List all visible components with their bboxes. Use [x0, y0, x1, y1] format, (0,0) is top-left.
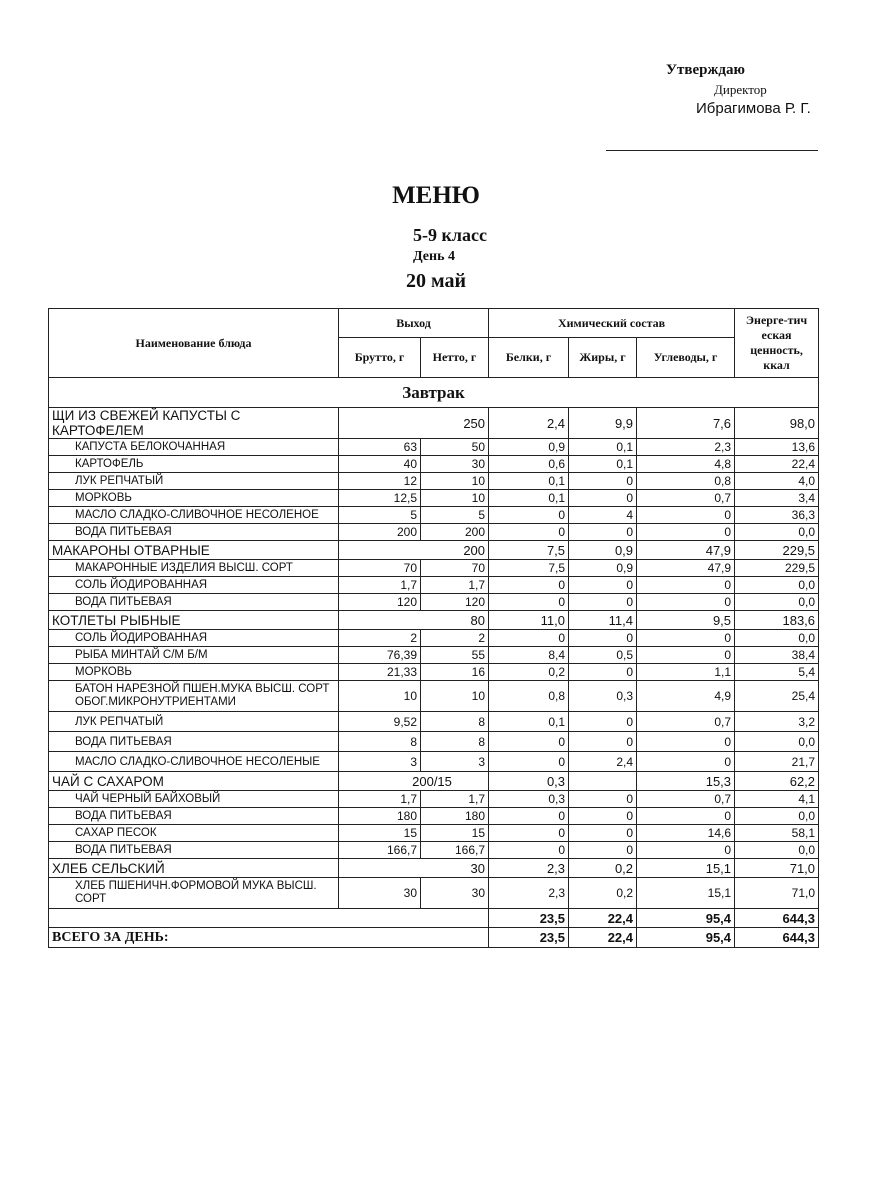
fat-cell: 0 — [569, 825, 637, 842]
protein-cell: 0,3 — [489, 772, 569, 791]
subtotal-label — [49, 909, 489, 928]
energy-cell: 229,5 — [735, 560, 819, 577]
net-cell: 166,7 — [421, 842, 489, 859]
item-name: МАСЛО СЛАДКО-СЛИВОЧНОЕ НЕСОЛЕНЫЕ — [49, 752, 339, 772]
ingredient-row — [49, 439, 819, 456]
ingredient-row — [49, 752, 819, 772]
energy-cell: 4,1 — [735, 791, 819, 808]
energy-cell: 3,4 — [735, 490, 819, 507]
ingredient-row — [49, 647, 819, 664]
page-title: МЕНЮ — [392, 182, 480, 209]
protein-cell: 0,3 — [489, 791, 569, 808]
gross-cell: 9,52 — [339, 712, 421, 732]
total-row — [49, 928, 819, 948]
item-name: ЧАЙ ЧЕРНЫЙ БАЙХОВЫЙ — [49, 791, 339, 808]
fat-cell: 0 — [569, 791, 637, 808]
energy-cell: 98,0 — [735, 408, 819, 439]
protein-cell: 0 — [489, 752, 569, 772]
total-energy: 644,3 — [735, 928, 819, 948]
net-cell: 70 — [421, 560, 489, 577]
item-name: ЛУК РЕПЧАТЫЙ — [49, 712, 339, 732]
energy-cell: 0,0 — [735, 630, 819, 647]
fat-cell: 0 — [569, 577, 637, 594]
energy-cell: 0,0 — [735, 594, 819, 611]
menu-body — [49, 378, 819, 948]
gross-cell: 180 — [339, 808, 421, 825]
gross-cell: 1,7 — [339, 791, 421, 808]
net-cell: 16 — [421, 664, 489, 681]
fat-cell: 0,3 — [569, 681, 637, 712]
protein-cell: 0,2 — [489, 664, 569, 681]
protein-cell: 0,1 — [489, 490, 569, 507]
protein-cell: 0 — [489, 507, 569, 524]
item-name: ЧАЙ С САХАРОМ — [49, 772, 339, 791]
fat-cell: 0 — [569, 490, 637, 507]
total-fat: 22,4 — [569, 928, 637, 948]
gross-cell: 76,39 — [339, 647, 421, 664]
fat-cell: 0,9 — [569, 560, 637, 577]
item-name: ЩИ ИЗ СВЕЖЕЙ КАПУСТЫ С КАРТОФЕЛЕМ — [49, 408, 339, 439]
carbs-cell: 0,7 — [637, 712, 735, 732]
approval-title: Утверждаю — [666, 62, 745, 78]
fat-cell: 4 — [569, 507, 637, 524]
ingredient-row — [49, 456, 819, 473]
fat-cell: 0 — [569, 842, 637, 859]
gross-cell: 15 — [339, 825, 421, 842]
protein-cell: 0,6 — [489, 456, 569, 473]
fat-cell: 0,1 — [569, 439, 637, 456]
protein-cell: 7,5 — [489, 560, 569, 577]
carbs-cell: 9,5 — [637, 611, 735, 630]
energy-cell: 13,6 — [735, 439, 819, 456]
fat-cell: 0 — [569, 712, 637, 732]
gross-cell: 10 — [339, 681, 421, 712]
date-label: 20 май — [405, 270, 466, 292]
net-cell: 10 — [421, 681, 489, 712]
energy-cell: 229,5 — [735, 541, 819, 560]
item-name: МОРКОВЬ — [49, 664, 339, 681]
carbs-cell: 1,1 — [637, 664, 735, 681]
net-cell: 3 — [421, 752, 489, 772]
grade-label: 5-9 класс — [413, 225, 487, 245]
item-name: СОЛЬ ЙОДИРОВАННАЯ — [49, 630, 339, 647]
gross-cell: 166,7 — [339, 842, 421, 859]
carbs-cell: 0,7 — [637, 490, 735, 507]
dish-row — [49, 611, 819, 630]
fat-cell: 0,5 — [569, 647, 637, 664]
net-cell: 10 — [421, 473, 489, 490]
net-cell: 200 — [421, 524, 489, 541]
energy-cell: 71,0 — [735, 878, 819, 909]
gross-cell: 40 — [339, 456, 421, 473]
protein-cell: 0 — [489, 825, 569, 842]
item-name: КОТЛЕТЫ РЫБНЫЕ — [49, 611, 339, 630]
item-name: ВОДА ПИТЬЕВАЯ — [49, 524, 339, 541]
carbs-cell: 15,1 — [637, 878, 735, 909]
fat-cell: 9,9 — [569, 408, 637, 439]
net-cell: 250 — [339, 408, 489, 439]
item-name: ВОДА ПИТЬЕВАЯ — [49, 732, 339, 752]
protein-cell: 0 — [489, 732, 569, 752]
item-name: СОЛЬ ЙОДИРОВАННАЯ — [49, 577, 339, 594]
item-name: МОРКОВЬ — [49, 490, 339, 507]
net-cell: 2 — [421, 630, 489, 647]
item-name: КАРТОФЕЛЬ — [49, 456, 339, 473]
energy-cell: 71,0 — [735, 859, 819, 878]
energy-cell: 4,0 — [735, 473, 819, 490]
protein-cell: 7,5 — [489, 541, 569, 560]
gross-cell: 70 — [339, 560, 421, 577]
ingredient-row — [49, 842, 819, 859]
item-name: ХЛЕБ ПШЕНИЧН.ФОРМОВОЙ МУКА ВЫСШ. СОРТ — [49, 878, 339, 909]
fat-cell: 0 — [569, 473, 637, 490]
carbs-cell: 0 — [637, 524, 735, 541]
ingredient-row — [49, 681, 819, 712]
gross-cell: 8 — [339, 732, 421, 752]
protein-cell: 0 — [489, 524, 569, 541]
net-cell: 55 — [421, 647, 489, 664]
net-cell: 30 — [421, 456, 489, 473]
net-cell: 30 — [421, 878, 489, 909]
ingredient-row — [49, 732, 819, 752]
item-name: ВОДА ПИТЬЕВАЯ — [49, 594, 339, 611]
item-name: ЛУК РЕПЧАТЫЙ — [49, 473, 339, 490]
protein-cell: 0,8 — [489, 681, 569, 712]
ingredient-row — [49, 630, 819, 647]
energy-cell: 5,4 — [735, 664, 819, 681]
item-name: ВОДА ПИТЬЕВАЯ — [49, 808, 339, 825]
header-chemical: Химический состав — [489, 309, 735, 338]
protein-cell: 0,9 — [489, 439, 569, 456]
energy-cell: 0,0 — [735, 842, 819, 859]
section-row — [49, 378, 819, 408]
ingredient-row — [49, 594, 819, 611]
header-net: Нетто, г — [421, 338, 489, 378]
net-cell: 200/15 — [339, 772, 489, 791]
carbs-cell: 0 — [637, 808, 735, 825]
protein-cell: 0,1 — [489, 712, 569, 732]
fat-cell — [569, 772, 637, 791]
item-name: ХЛЕБ СЕЛЬСКИЙ — [49, 859, 339, 878]
energy-cell: 21,7 — [735, 752, 819, 772]
protein-cell: 2,4 — [489, 408, 569, 439]
section-title: Завтрак — [49, 378, 819, 408]
item-name: МАКАРОННЫЕ ИЗДЕЛИЯ ВЫСШ. СОРТ — [49, 560, 339, 577]
subtotal-protein: 23,5 — [489, 909, 569, 928]
protein-cell: 2,3 — [489, 859, 569, 878]
total-protein: 23,5 — [489, 928, 569, 948]
protein-cell: 0 — [489, 808, 569, 825]
header-gross: Брутто, г — [339, 338, 421, 378]
item-name: КАПУСТА БЕЛОКОЧАННАЯ — [49, 439, 339, 456]
fat-cell: 0 — [569, 524, 637, 541]
ingredient-row — [49, 712, 819, 732]
protein-cell: 2,3 — [489, 878, 569, 909]
header-energy: Энерге-тич еская ценность, ккал — [735, 309, 819, 378]
carbs-cell: 7,6 — [637, 408, 735, 439]
ingredient-row — [49, 577, 819, 594]
ingredient-row — [49, 825, 819, 842]
gross-cell: 5 — [339, 507, 421, 524]
carbs-cell: 0 — [637, 732, 735, 752]
header-fat: Жиры, г — [569, 338, 637, 378]
item-name: РЫБА МИНТАЙ С/М Б/М — [49, 647, 339, 664]
fat-cell: 0,2 — [569, 859, 637, 878]
subtotal-row — [49, 909, 819, 928]
ingredient-row — [49, 490, 819, 507]
carbs-cell: 0 — [637, 752, 735, 772]
total-label: ВСЕГО ЗА ДЕНЬ: — [49, 928, 489, 948]
net-cell: 50 — [421, 439, 489, 456]
carbs-cell: 0 — [637, 507, 735, 524]
total-carbs: 95,4 — [637, 928, 735, 948]
dish-row — [49, 859, 819, 878]
ingredient-row — [49, 878, 819, 909]
ingredient-row — [49, 473, 819, 490]
net-cell: 15 — [421, 825, 489, 842]
dish-row — [49, 408, 819, 439]
item-name: САХАР ПЕСОК — [49, 825, 339, 842]
energy-cell: 0,0 — [735, 808, 819, 825]
net-cell: 180 — [421, 808, 489, 825]
protein-cell: 0,1 — [489, 473, 569, 490]
gross-cell: 120 — [339, 594, 421, 611]
carbs-cell: 14,6 — [637, 825, 735, 842]
fat-cell: 0,9 — [569, 541, 637, 560]
net-cell: 200 — [339, 541, 489, 560]
dish-row — [49, 541, 819, 560]
fat-cell: 0 — [569, 594, 637, 611]
protein-cell: 0 — [489, 842, 569, 859]
header-output: Выход — [339, 309, 489, 338]
carbs-cell: 47,9 — [637, 541, 735, 560]
ingredient-row — [49, 808, 819, 825]
subtotal-fat: 22,4 — [569, 909, 637, 928]
energy-cell: 25,4 — [735, 681, 819, 712]
approval-name: Ибрагимова Р. Г. — [696, 100, 811, 117]
gross-cell: 200 — [339, 524, 421, 541]
energy-cell: 58,1 — [735, 825, 819, 842]
fat-cell: 0 — [569, 664, 637, 681]
carbs-cell: 15,1 — [637, 859, 735, 878]
gross-cell: 2 — [339, 630, 421, 647]
carbs-cell: 0 — [637, 594, 735, 611]
energy-cell: 183,6 — [735, 611, 819, 630]
item-name: МАСЛО СЛАДКО-СЛИВОЧНОЕ НЕСОЛЕНОЕ — [49, 507, 339, 524]
energy-cell: 3,2 — [735, 712, 819, 732]
net-cell: 5 — [421, 507, 489, 524]
menu-table — [48, 308, 819, 948]
net-cell: 1,7 — [421, 791, 489, 808]
energy-cell: 0,0 — [735, 732, 819, 752]
header-protein: Белки, г — [489, 338, 569, 378]
protein-cell: 8,4 — [489, 647, 569, 664]
fat-cell: 2,4 — [569, 752, 637, 772]
gross-cell: 12,5 — [339, 490, 421, 507]
dish-row — [49, 772, 819, 791]
carbs-cell: 15,3 — [637, 772, 735, 791]
gross-cell: 1,7 — [339, 577, 421, 594]
fat-cell: 0,1 — [569, 456, 637, 473]
ingredient-row — [49, 524, 819, 541]
carbs-cell: 0,8 — [637, 473, 735, 490]
energy-cell: 38,4 — [735, 647, 819, 664]
item-name: МАКАРОНЫ ОТВАРНЫЕ — [49, 541, 339, 560]
signature-line — [606, 150, 818, 151]
fat-cell: 0 — [569, 732, 637, 752]
fat-cell: 11,4 — [569, 611, 637, 630]
energy-cell: 22,4 — [735, 456, 819, 473]
carbs-cell: 0 — [637, 842, 735, 859]
carbs-cell: 4,8 — [637, 456, 735, 473]
subtotal-energy: 644,3 — [735, 909, 819, 928]
net-cell: 8 — [421, 712, 489, 732]
protein-cell: 11,0 — [489, 611, 569, 630]
energy-cell: 0,0 — [735, 524, 819, 541]
header-dish-name: Наименование блюда — [49, 309, 339, 378]
net-cell: 8 — [421, 732, 489, 752]
gross-cell: 3 — [339, 752, 421, 772]
fat-cell: 0 — [569, 808, 637, 825]
carbs-cell: 47,9 — [637, 560, 735, 577]
carbs-cell: 2,3 — [637, 439, 735, 456]
energy-cell: 36,3 — [735, 507, 819, 524]
net-cell: 10 — [421, 490, 489, 507]
carbs-cell: 0,7 — [637, 791, 735, 808]
carbs-cell: 0 — [637, 577, 735, 594]
carbs-cell: 4,9 — [637, 681, 735, 712]
net-cell: 30 — [339, 859, 489, 878]
item-name: БАТОН НАРЕЗНОЙ ПШЕН.МУКА ВЫСШ. СОРТ ОБОГ.МИКРОНУТРИЕНТАМИ — [49, 681, 339, 712]
fat-cell: 0,2 — [569, 878, 637, 909]
ingredient-row — [49, 664, 819, 681]
protein-cell: 0 — [489, 630, 569, 647]
net-cell: 120 — [421, 594, 489, 611]
carbs-cell: 0 — [637, 630, 735, 647]
protein-cell: 0 — [489, 594, 569, 611]
ingredient-row — [49, 791, 819, 808]
gross-cell: 12 — [339, 473, 421, 490]
gross-cell: 63 — [339, 439, 421, 456]
ingredient-row — [49, 560, 819, 577]
gross-cell: 30 — [339, 878, 421, 909]
fat-cell: 0 — [569, 630, 637, 647]
energy-cell: 0,0 — [735, 577, 819, 594]
carbs-cell: 0 — [637, 647, 735, 664]
net-cell: 80 — [339, 611, 489, 630]
protein-cell: 0 — [489, 577, 569, 594]
header-carbs: Углеводы, г — [637, 338, 735, 378]
energy-cell: 62,2 — [735, 772, 819, 791]
approval-position: Директор — [714, 82, 767, 97]
day-label: День 4 — [413, 249, 455, 264]
item-name: ВОДА ПИТЬЕВАЯ — [49, 842, 339, 859]
gross-cell: 21,33 — [339, 664, 421, 681]
net-cell: 1,7 — [421, 577, 489, 594]
ingredient-row — [49, 507, 819, 524]
subtotal-carbs: 95,4 — [637, 909, 735, 928]
